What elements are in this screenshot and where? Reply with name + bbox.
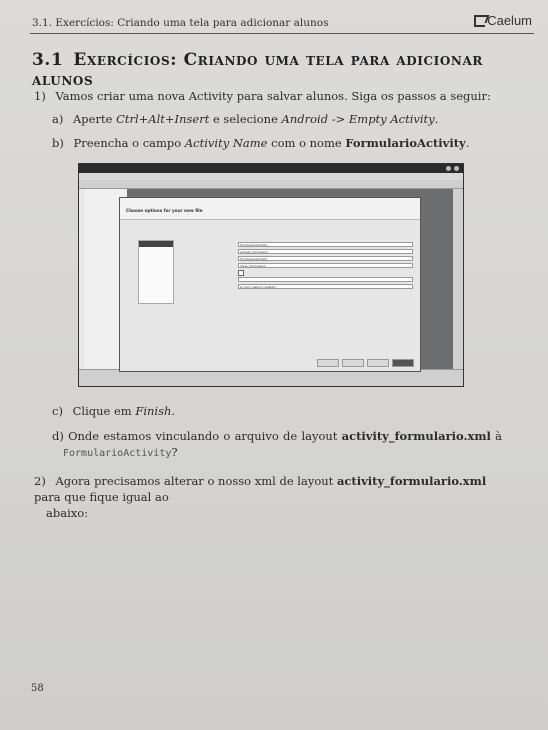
step-d-word: layout [301,429,338,443]
step-c-pre: Clique em [72,404,136,418]
dialog-field[interactable]: activity_formulario [238,249,413,254]
step-d-line-2 [52,444,502,462]
step-d-word: vinculando [155,429,220,443]
step-d [52,428,502,462]
step-d-word: Onde [68,429,100,443]
ide-screenshot [78,163,464,387]
step-a-marker: a) [52,112,64,126]
step-b [52,135,469,151]
step-2-line-1 [34,473,504,505]
new-activity-dialog [119,197,421,372]
running-head: 3.1. Exercícios: Criando uma tela para adicionar alunos [32,17,329,29]
ide-titlebar [79,164,463,173]
step-a-mid: e selecione [209,112,282,126]
step-2-file: activity_formulario.xml [336,474,487,488]
next-button[interactable] [342,359,364,367]
caelum-logo [474,13,532,28]
dialog-field[interactable]: br.com.caelum.cadastro [238,284,413,289]
dialog-field[interactable]: menu_formulario [238,263,413,268]
step-d-qmark: ? [171,445,178,459]
menu-path: Android -> Empty Activity [281,112,435,126]
step-c-marker: c) [52,404,63,418]
layout-file: activity_formulario.xml [341,429,491,443]
dialog-field[interactable]: FormularioActivity [238,242,413,247]
dialog-field[interactable]: FormularioActivity [238,256,413,261]
window-control-icon [454,166,459,171]
activity-value: FormularioActivity [345,136,466,150]
dialog-checkbox[interactable] [238,270,244,276]
activity-template-thumb[interactable] [138,240,174,304]
page-number: 58 [31,683,44,694]
step-d-marker: d) [52,429,64,443]
finish-label: Finish [135,404,172,418]
step-2-marker: 2) [34,474,46,488]
step-c-post: . [171,404,176,418]
cancel-button[interactable] [367,359,389,367]
step-c [52,403,175,419]
previous-button[interactable] [317,359,339,367]
step-2 [34,473,504,521]
dialog-header: Choose options for your new file [120,198,420,220]
shortcut-keys: Ctrl+Alt+Insert [116,112,210,126]
step-b-pre: Preencha o campo [73,136,185,150]
ide-toolbar [79,180,463,189]
section-title [32,50,548,90]
finish-button[interactable] [392,359,414,367]
step-1 [34,88,491,104]
step-d-word: estamos [103,429,152,443]
step-d-word: o [223,429,231,443]
step-b-post: . [465,136,470,150]
step-2-post: para que fique igual ao [34,490,169,504]
section-title-text: Exercícios: Criando uma tela para adicionar alunos [32,50,483,90]
step-2-pre: Agora precisamos alterar o nosso xml de layout [55,474,337,488]
step-a-pre: Aperte [73,112,117,126]
dialog-buttons [317,359,414,367]
dialog-field[interactable] [238,277,413,282]
step-b-mid: com o nome [267,136,346,150]
step-a [52,111,438,127]
step-d-end-word: à [495,429,502,443]
step-b-marker: b) [52,136,64,150]
ide-right-strip [453,189,463,370]
step-a-post: . [434,112,439,126]
step-d-line-1 [52,428,502,444]
step-2-line-2: abaixo: [46,506,89,520]
thumb-bar [139,241,173,247]
step-d-word: arquivo [234,429,279,443]
field-name: Activity Name [184,136,268,150]
logo-text: Caelum [487,13,532,28]
class-name: FormularioActivity [63,448,172,459]
caelum-logo-icon [474,15,485,27]
step-1-marker: 1) [34,89,46,103]
header-rule [30,33,534,34]
section-number: 3.1 [32,50,64,70]
ide-menubar [79,173,463,180]
window-control-icon [446,166,451,171]
step-1-text: Vamos criar uma nova Activity para salvar alunos. Siga os passos a seguir: [55,89,491,103]
step-d-word: de [283,429,298,443]
